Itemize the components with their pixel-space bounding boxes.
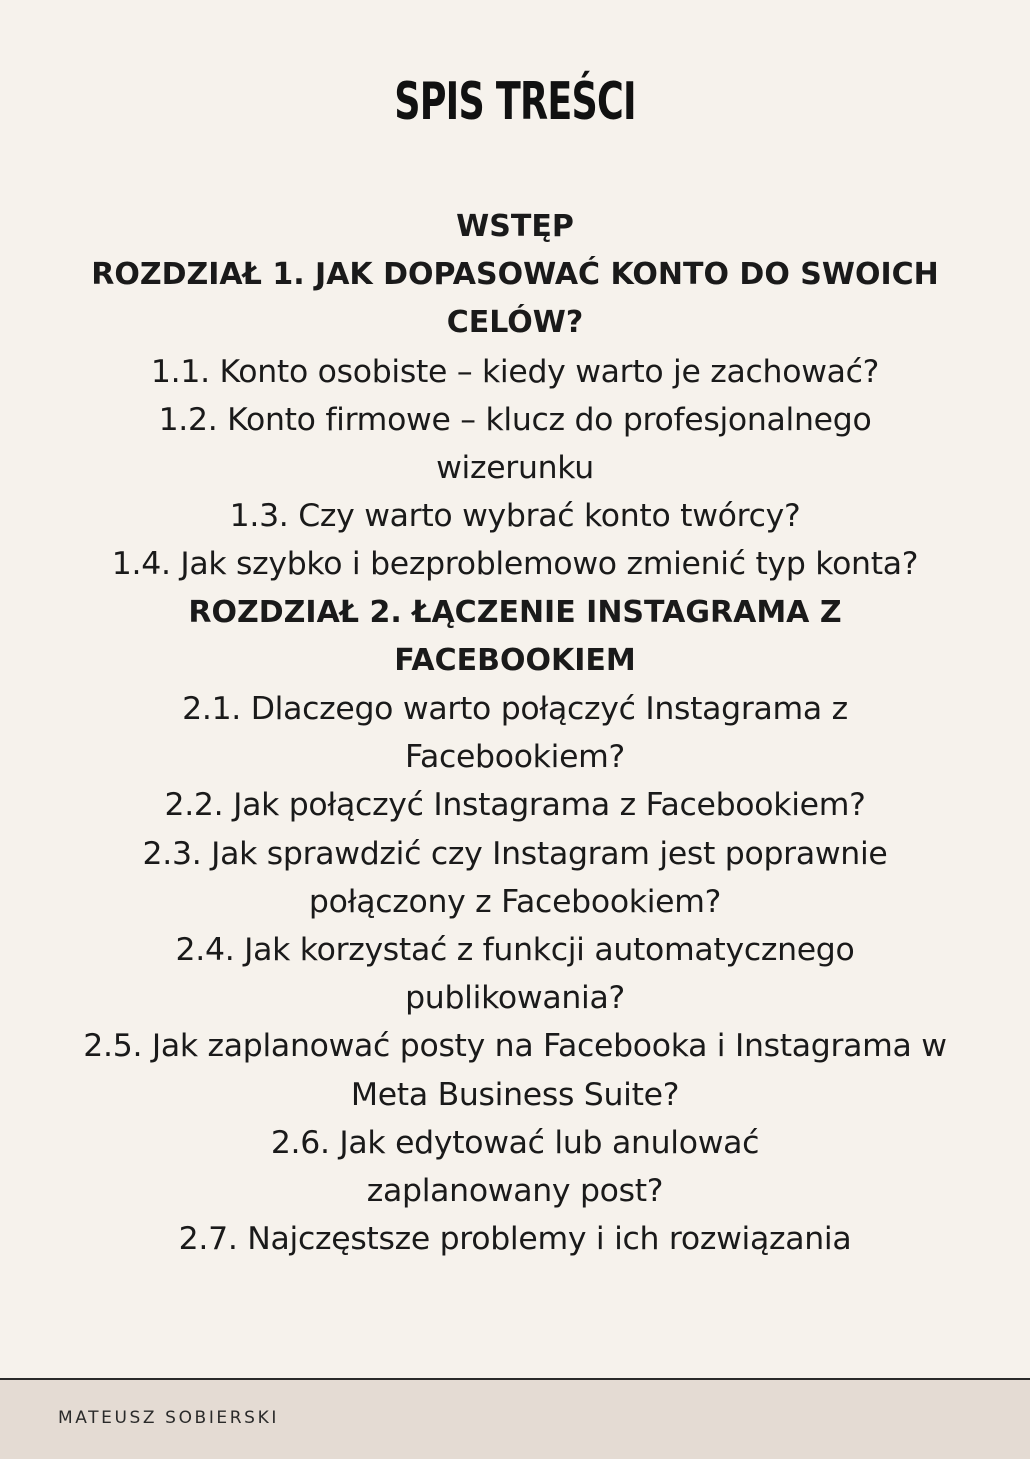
toc-section-1-4[interactable]: 1.4. Jak szybko i bezproblemowo zmienić typ konta? [111,546,919,583]
toc-section-2-4[interactable]: 2.4. Jak korzystać z funkcji automatycznego publikowania? [175,932,855,1017]
toc-section-2-5[interactable]: 2.5. Jak zaplanować posty na Facebooka i Instagrama w Meta Business Suite? [83,1028,947,1113]
toc-section-2-7[interactable]: 2.7. Najczęstsze problemy i ich rozwiązania [178,1221,852,1258]
table-of-contents [40,203,990,1263]
toc-section-2-1[interactable]: 2.1. Dlaczego warto połączyć Instagrama z Facebookiem? [182,691,848,776]
toc-section-1-2[interactable]: 1.2. Konto firmowe – klucz do profesjonalnego wizerunku [158,401,872,487]
toc-section-2-2[interactable]: 2.2. Jak połączyć Instagrama z Facebookiem? [164,787,866,824]
toc-entry-intro[interactable]: WSTĘP [456,209,574,244]
toc-chapter-2[interactable]: ROZDZIAŁ 2. ŁĄCZENIE INSTAGRAMA Z FACEBOOKIEM [188,594,842,678]
toc-section-2-6[interactable]: 2.6. Jak edytować lub anulować zaplanowany post? [270,1124,760,1210]
page-footer [0,1378,1030,1459]
toc-chapter-1[interactable]: ROZDZIAŁ 1. JAK DOPASOWAĆ KONTO DO SWOICH CELÓW? [91,257,939,341]
toc-section-2-3[interactable]: 2.3. Jak sprawdzić czy Instagram jest poprawnie połączony z Facebookiem? [142,835,888,920]
footer-author: MATEUSZ SOBIERSKI [58,1408,279,1428]
page-title: SPIS TREŚCI [394,72,636,132]
toc-section-1-1[interactable]: 1.1. Konto osobiste – kiedy warto je zachować? [150,353,880,390]
toc-section-1-3[interactable]: 1.3. Czy warto wybrać konto twórcy? [229,498,801,535]
